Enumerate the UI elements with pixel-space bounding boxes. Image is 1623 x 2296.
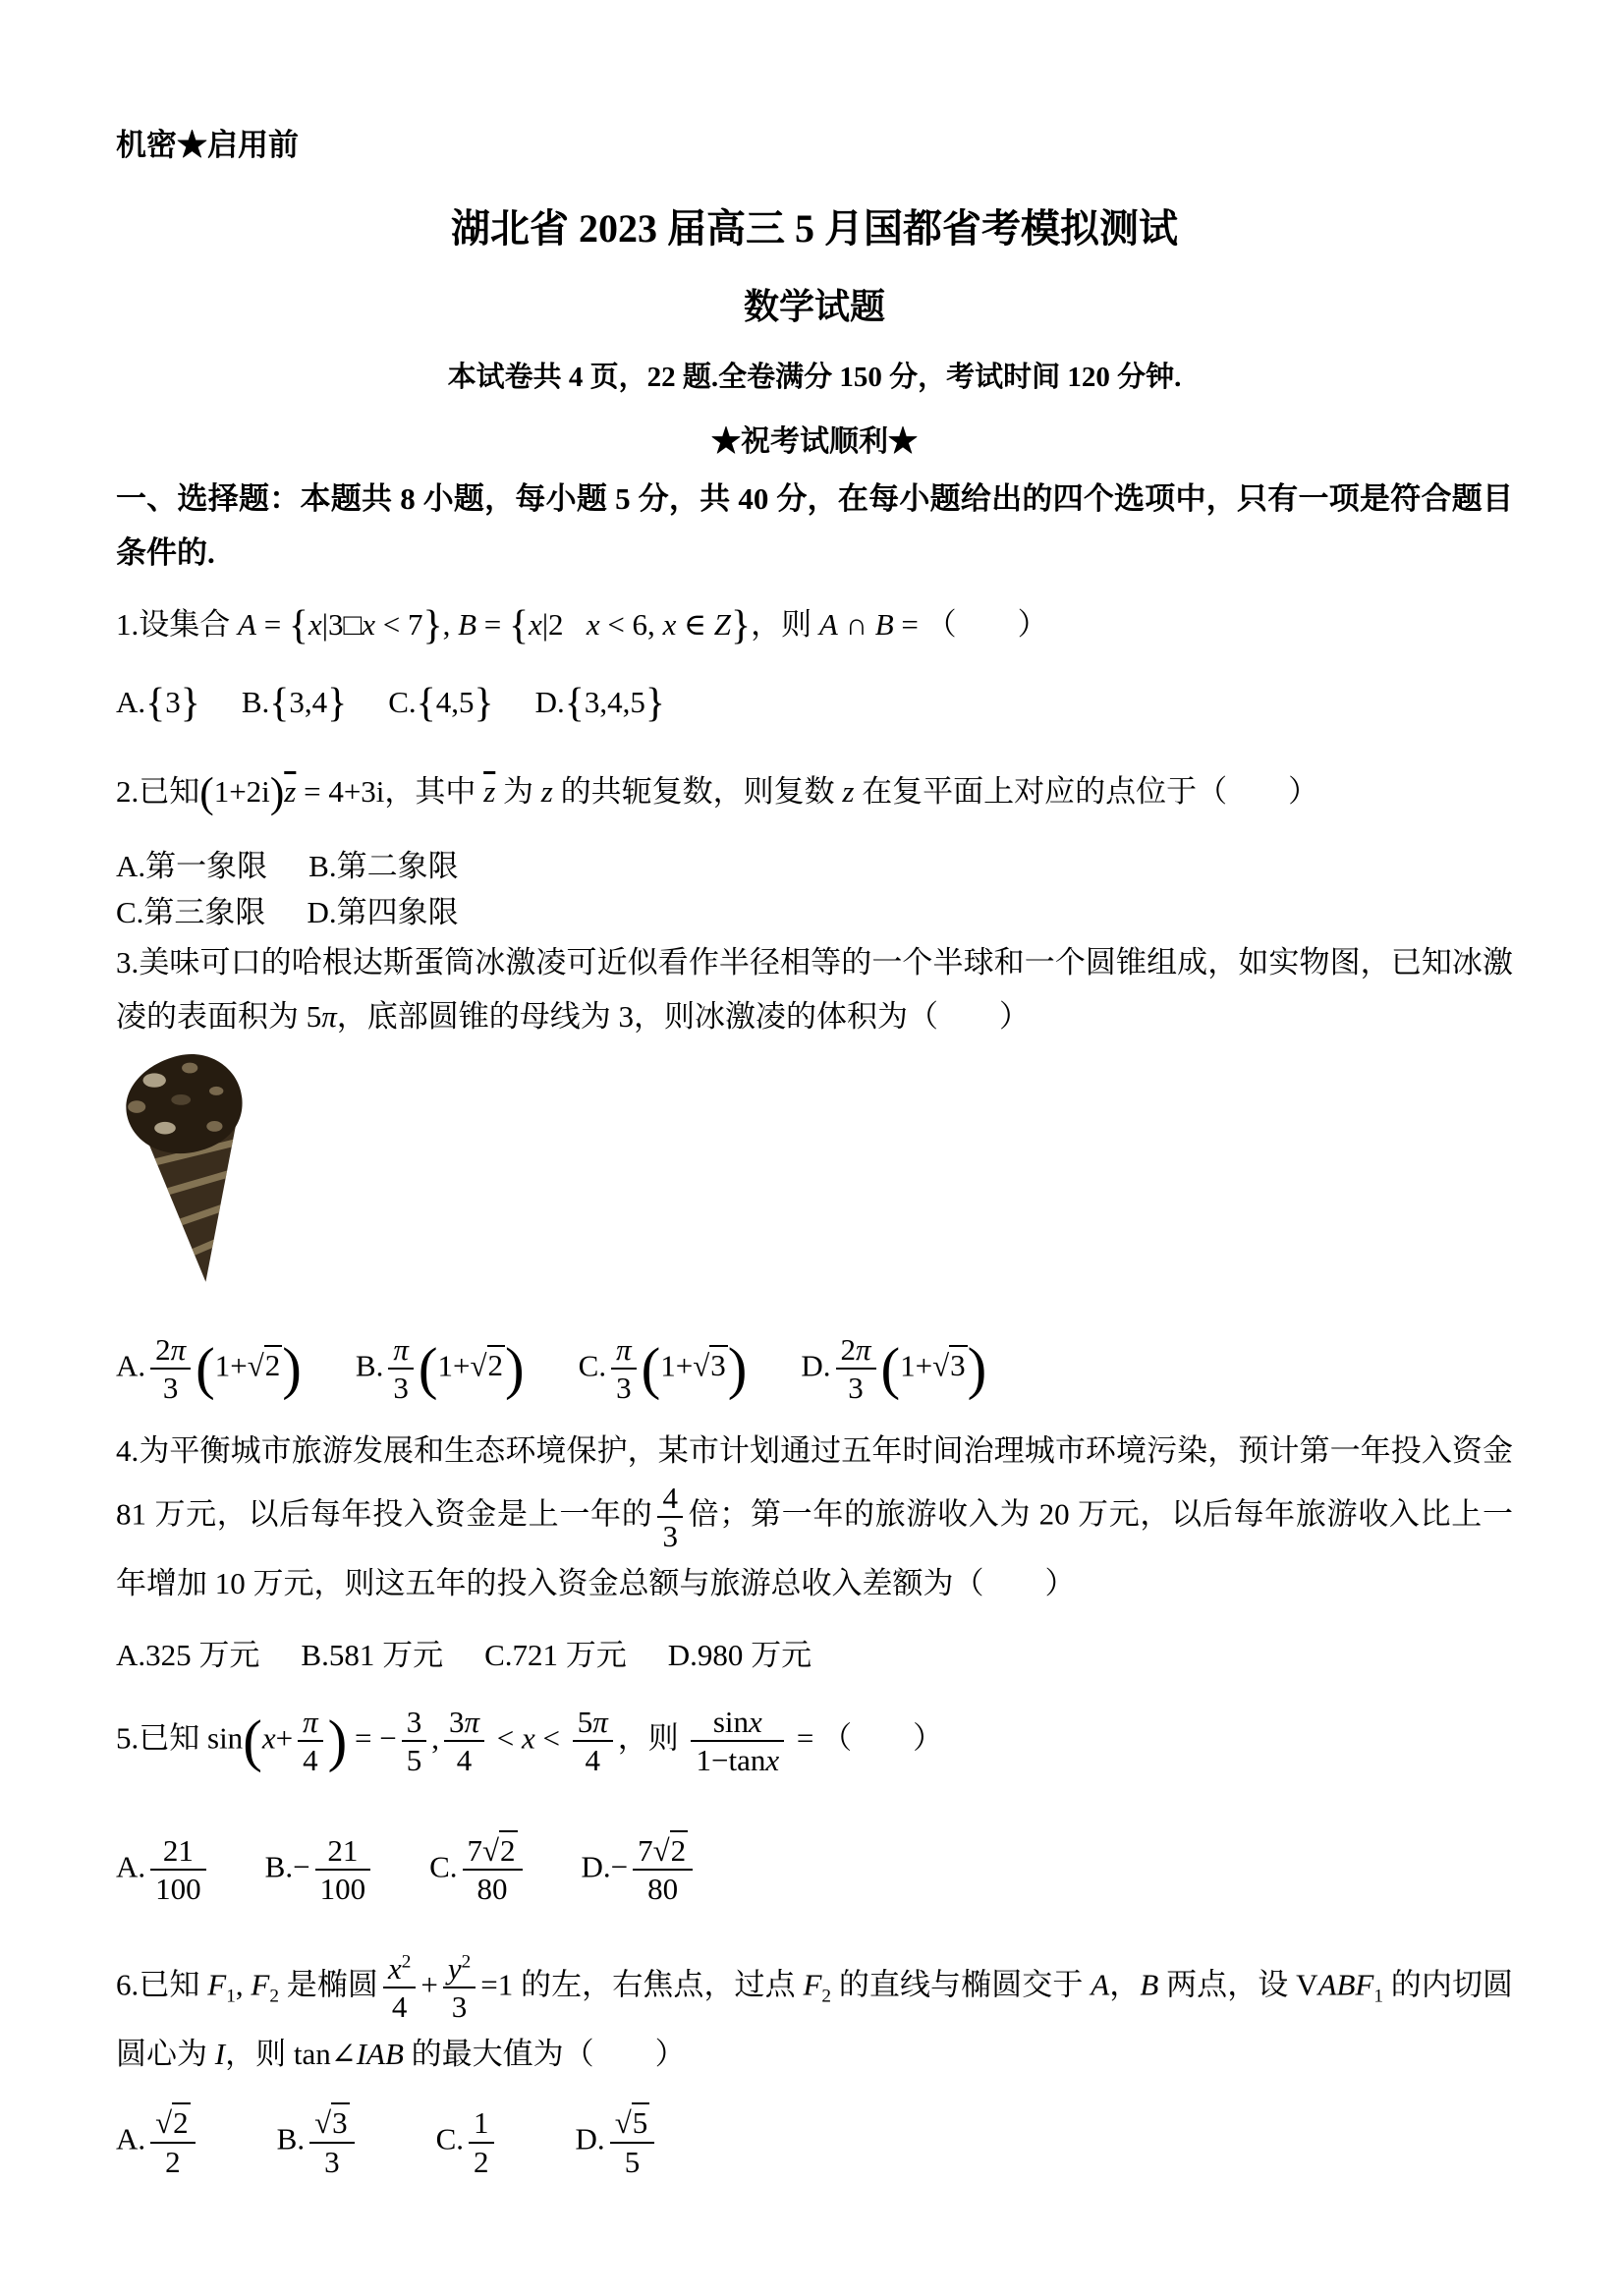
question-2-option-a: A.第一象限 — [116, 849, 268, 884]
question-4-option-c: C.721 万元 — [484, 1637, 627, 1672]
ice-cream-figure — [98, 1050, 1513, 1306]
question-3-option-c: C. $\frac{\pi}{3}$ (1+√3) — [578, 1331, 748, 1405]
question-3-option-b: B. $\frac{\pi}{3}$ (1+√2) — [355, 1331, 525, 1405]
exam-title: 湖北省 2023 届高三 5 月国都省考模拟测试 — [451, 206, 1178, 251]
question-5-option-b: B.− $\frac{21}{100}$ — [265, 1830, 375, 1909]
question-5-option-a: A. $\frac{21}{100}$ — [116, 1830, 211, 1909]
question-6-option-c: C. $\frac{1}{2}$ — [436, 2102, 499, 2181]
question-6-option-b: B. $\frac{√3}{3}$ — [277, 2102, 360, 2181]
question-5-option-c: C. $\frac{7√2}{80}$ — [429, 1830, 527, 1909]
question-2-options-row-2 — [116, 890, 1513, 936]
question-2-option-c: C.第三象限 — [116, 894, 266, 929]
question-3-option-d: D. $\frac{2\pi}{3}$ (1+√3) — [801, 1331, 987, 1405]
good-luck-line: ★祝考试顺利★ — [711, 425, 918, 458]
question-1-options — [116, 680, 1513, 726]
question-1-option-b: B.{3,4} — [241, 680, 348, 726]
question-6-option-a: A. $\frac{√2}{2}$ — [116, 2102, 200, 2181]
section-1-heading: 一、选择题：本题共 8 小题，每小题 5 分，共 40 分，在每小题给出的四个选项中，只有一项是符合题目条件的. — [116, 481, 1513, 571]
question-3-options — [116, 1329, 1513, 1408]
question-4-stem: 4.为平衡城市旅游发展和生态环境保护，某市计划通过五年时间治理城市环境污染，预计第一年投入资金 81 万元，以后每年投入资金是上一年的 $\frac{4}{3}$ 倍；第一年的旅游收入为 20 万元，以后每年旅游收入比上一年增加 10 万元，则这五年的投入资金总额与旅游总收入差额为（ ） — [116, 1432, 1513, 1601]
question-2-stem: 2.已知$(1+2i)\overline{z} = 4+3i$，其中 $\overline{z}$ 为 z 的共轭复数，则复数 z 在复平面上对应的点位于（ ） — [116, 769, 1319, 817]
classification-marking: 机密★启用前 — [116, 128, 299, 162]
question-1-stem: 1.设集合 A = {x|3□x < 7}, B = {x|2 x < 6, x ∈ Z}，则 A ∩ B = （ ） — [116, 603, 1048, 649]
subject-title: 数学试题 — [743, 287, 885, 326]
question-2-option-d: D.第四象限 — [307, 894, 459, 929]
question-2-options-row-1 — [116, 844, 1513, 890]
question-3-stem: 3.美味可口的哈根达斯蛋筒冰激凌可近似看作半径相等的一个半球和一个圆锥组成，如实物图，已知冰激凌的表面积为 5π，底部圆锥的母线为 3，则冰激凌的体积为（ ） — [116, 945, 1513, 1035]
question-4-option-a: A.325 万元 — [116, 1637, 260, 1672]
question-1-option-a: A.{3} — [116, 680, 200, 726]
question-2-option-b: B.第二象限 — [308, 849, 459, 884]
question-1-option-d: D.{3,4,5} — [534, 680, 665, 726]
question-5-option-d: D.− $\frac{7√2}{80}$ — [582, 1830, 699, 1909]
exam-info-line: 本试卷共 4 页，22 题.全卷满分 150 分，考试时间 120 分钟. — [447, 362, 1182, 393]
question-4-options — [116, 1633, 1513, 1679]
question-6-stem: 6.已知 $F_1$, $F_2$ 是椭圆 $\frac{x^2}{4}$ + $\frac{y^2}{3}$ =1 的左，右焦点，过点 $F_2$ 的直线与椭圆交于 A，B 两点，设 $VABF_1$ 的内切圆圆心为 I，则 tan∠IAB 的最大值为（ ） — [116, 1950, 1514, 2072]
question-1-option-c: C.{4,5} — [388, 680, 494, 726]
question-4-option-b: B.581 万元 — [301, 1637, 444, 1672]
question-5-stem: 5.已知 sin(x+ $\frac{\pi}{4}$ ) = − $\frac{3}{5}$ , $\frac{3\pi}{4}$ < x < $\frac{5\pi}{4}$ ，则 $\frac{\sin x}{1-\tan x}$ = （ ） — [116, 1705, 944, 1778]
question-6-options — [116, 2102, 1513, 2181]
question-3-option-a: A. $\frac{2\pi}{3}$ (1+√2) — [116, 1331, 302, 1405]
question-6-option-d: D. $\frac{√5}{5}$ — [576, 2102, 660, 2181]
ice-cream-cone-image — [98, 1050, 285, 1298]
question-4-option-d: D.980 万元 — [667, 1637, 812, 1672]
question-5-options — [116, 1830, 1513, 1909]
